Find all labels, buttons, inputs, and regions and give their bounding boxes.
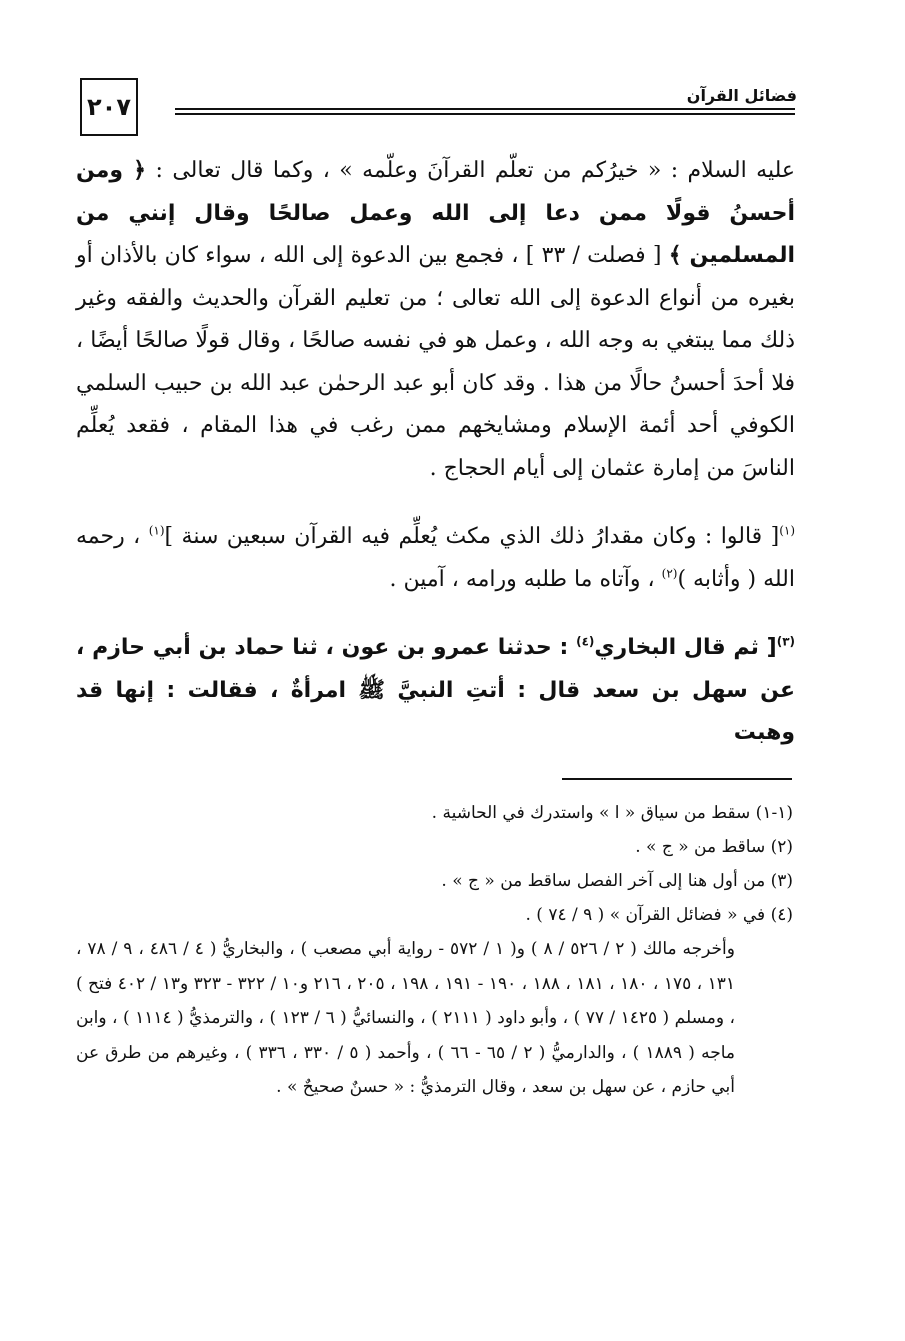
paragraph-text: ، وآتاه ما طلبه ورامه ، آمين .: [389, 566, 662, 592]
footnote-marker: (٤): [576, 634, 595, 649]
quran-verse: ﴿ ومن أحسنُ قولًا ممن دعا إلى الله وعمل صالحًا وقال إنني من المسلمين ﴾: [76, 158, 796, 268]
page-number: ٢٠٧: [80, 78, 138, 136]
footnote-1: (١-١) سقط من سياق « ا » واستدرك في الحاشية .: [431, 803, 793, 823]
footnote-4-body: وأخرجه مالك ( ٢ / ٥٢٦ / ٨ ) و( ١ / ٥٧٢ - رواية أبي مصعب ) ، والبخاريُّ ( ٤ / ٤٨٦ ، ٩ / ٧٨ ، ١٣١ ، ١٧٥ ، ١٨٠ ، ١٨١ ، ١٨٨ ، ١٩٠ - ١٩١ ، ١٩٨ ، ٢٠٥ ، ٢١٦ و١٠ / ٣٢٢ - ٣٢٣ و١٣ / ٤٠٢ فتح ) ، ومسلم ( ١٤٢٥ / ٧٧ ) ، وأبو داود ( ٢١١١ ) ، والنسائيُّ ( ٦ / ١٢٣ ) ، والترمذيُّ ( ١١١٤ ) ، وابن ماجه ( ١٨٨٩ ) ، والدارميُّ ( ٢ / ٦٥ - ٦٦ ) ، وأحمد ( ٥ / ٣٣٠ ، ٣٣٦ ) ، وغيرهم من طرق عن أبي حازم ، عن سهل بن سعد ، وقال الترمذيُّ : « حسنٌ صحيحٌ » .: [76, 939, 736, 1098]
footnote-separator: [562, 778, 792, 780]
running-title: فضائل القرآن: [681, 86, 797, 105]
footnote-4: (٤) في « فضائل القرآن » ( ٩ / ٧٤ ) .: [525, 905, 793, 925]
paragraph-text: عليه السلام : « خيرُكم من تعلّم القرآنَ وعلّمه » ، وكما قال تعالى :: [146, 158, 795, 183]
paragraph-text: [ فصلت / ٣٣ ] ، فجمع بين الدعوة إلى الله ، سواء كان بالأذان أو بغيره من أنواع الدعوة إلى الله تعالى ؛ من تعليم القرآن والحديث والفقه وغير ذلك مما يبتغي به وجه الله ، وعمل هو في نفسه صالحًا ، وقال قولًا صالحًا أيضًا ، فلا أحدَ أحسنُ حالًا من هذا . وقد كان أبو عبد الرحمٰن عبد الله بن حبيب السلمي الكوفي أحد أئمة الإسلام ومشايخهم ممن رغب في هذا المقام ، فقعد يُعلِّم الناسَ من إمارة عثمان إلى أيام الحجاج .: [76, 243, 795, 481]
footnote-3: (٣) من أول هنا إلى آخر الفصل ساقط من « ج » .: [441, 871, 793, 891]
header-rule: [175, 108, 795, 110]
paragraph-hadith: [76, 627, 795, 755]
header-rule-double: [175, 113, 795, 115]
footnote-marker: (١): [779, 523, 796, 538]
footnote-marker: (٢): [661, 566, 678, 581]
paragraph-commentary: [76, 150, 795, 490]
paragraph-text: [ ثم قال البخاري: [594, 635, 777, 660]
footnote-marker: (٣): [776, 634, 795, 649]
paragraph-text: ، رحمه الله ( وأثابه ): [76, 524, 795, 592]
footnote-marker: (١): [148, 523, 165, 538]
paragraph-text: : حدثنا عمرو بن عون ، ثنا حماد بن أبي حازم ، عن سهل بن سعد قال : أتتِ النبيَّ ﷺ امرأةٌ ، فقالت : إنها قد وهبت: [76, 635, 795, 745]
footnote-2: (٢) ساقط من « ج » .: [635, 837, 793, 857]
main-text: [76, 150, 795, 755]
paragraph-text: [ قالوا : وكان مقدارُ ذلك الذي مكث يُعلِّم فيه القرآن سبعين سنة ]: [164, 524, 780, 549]
paragraph-insertion: [76, 516, 795, 601]
footnotes: [76, 796, 793, 1105]
